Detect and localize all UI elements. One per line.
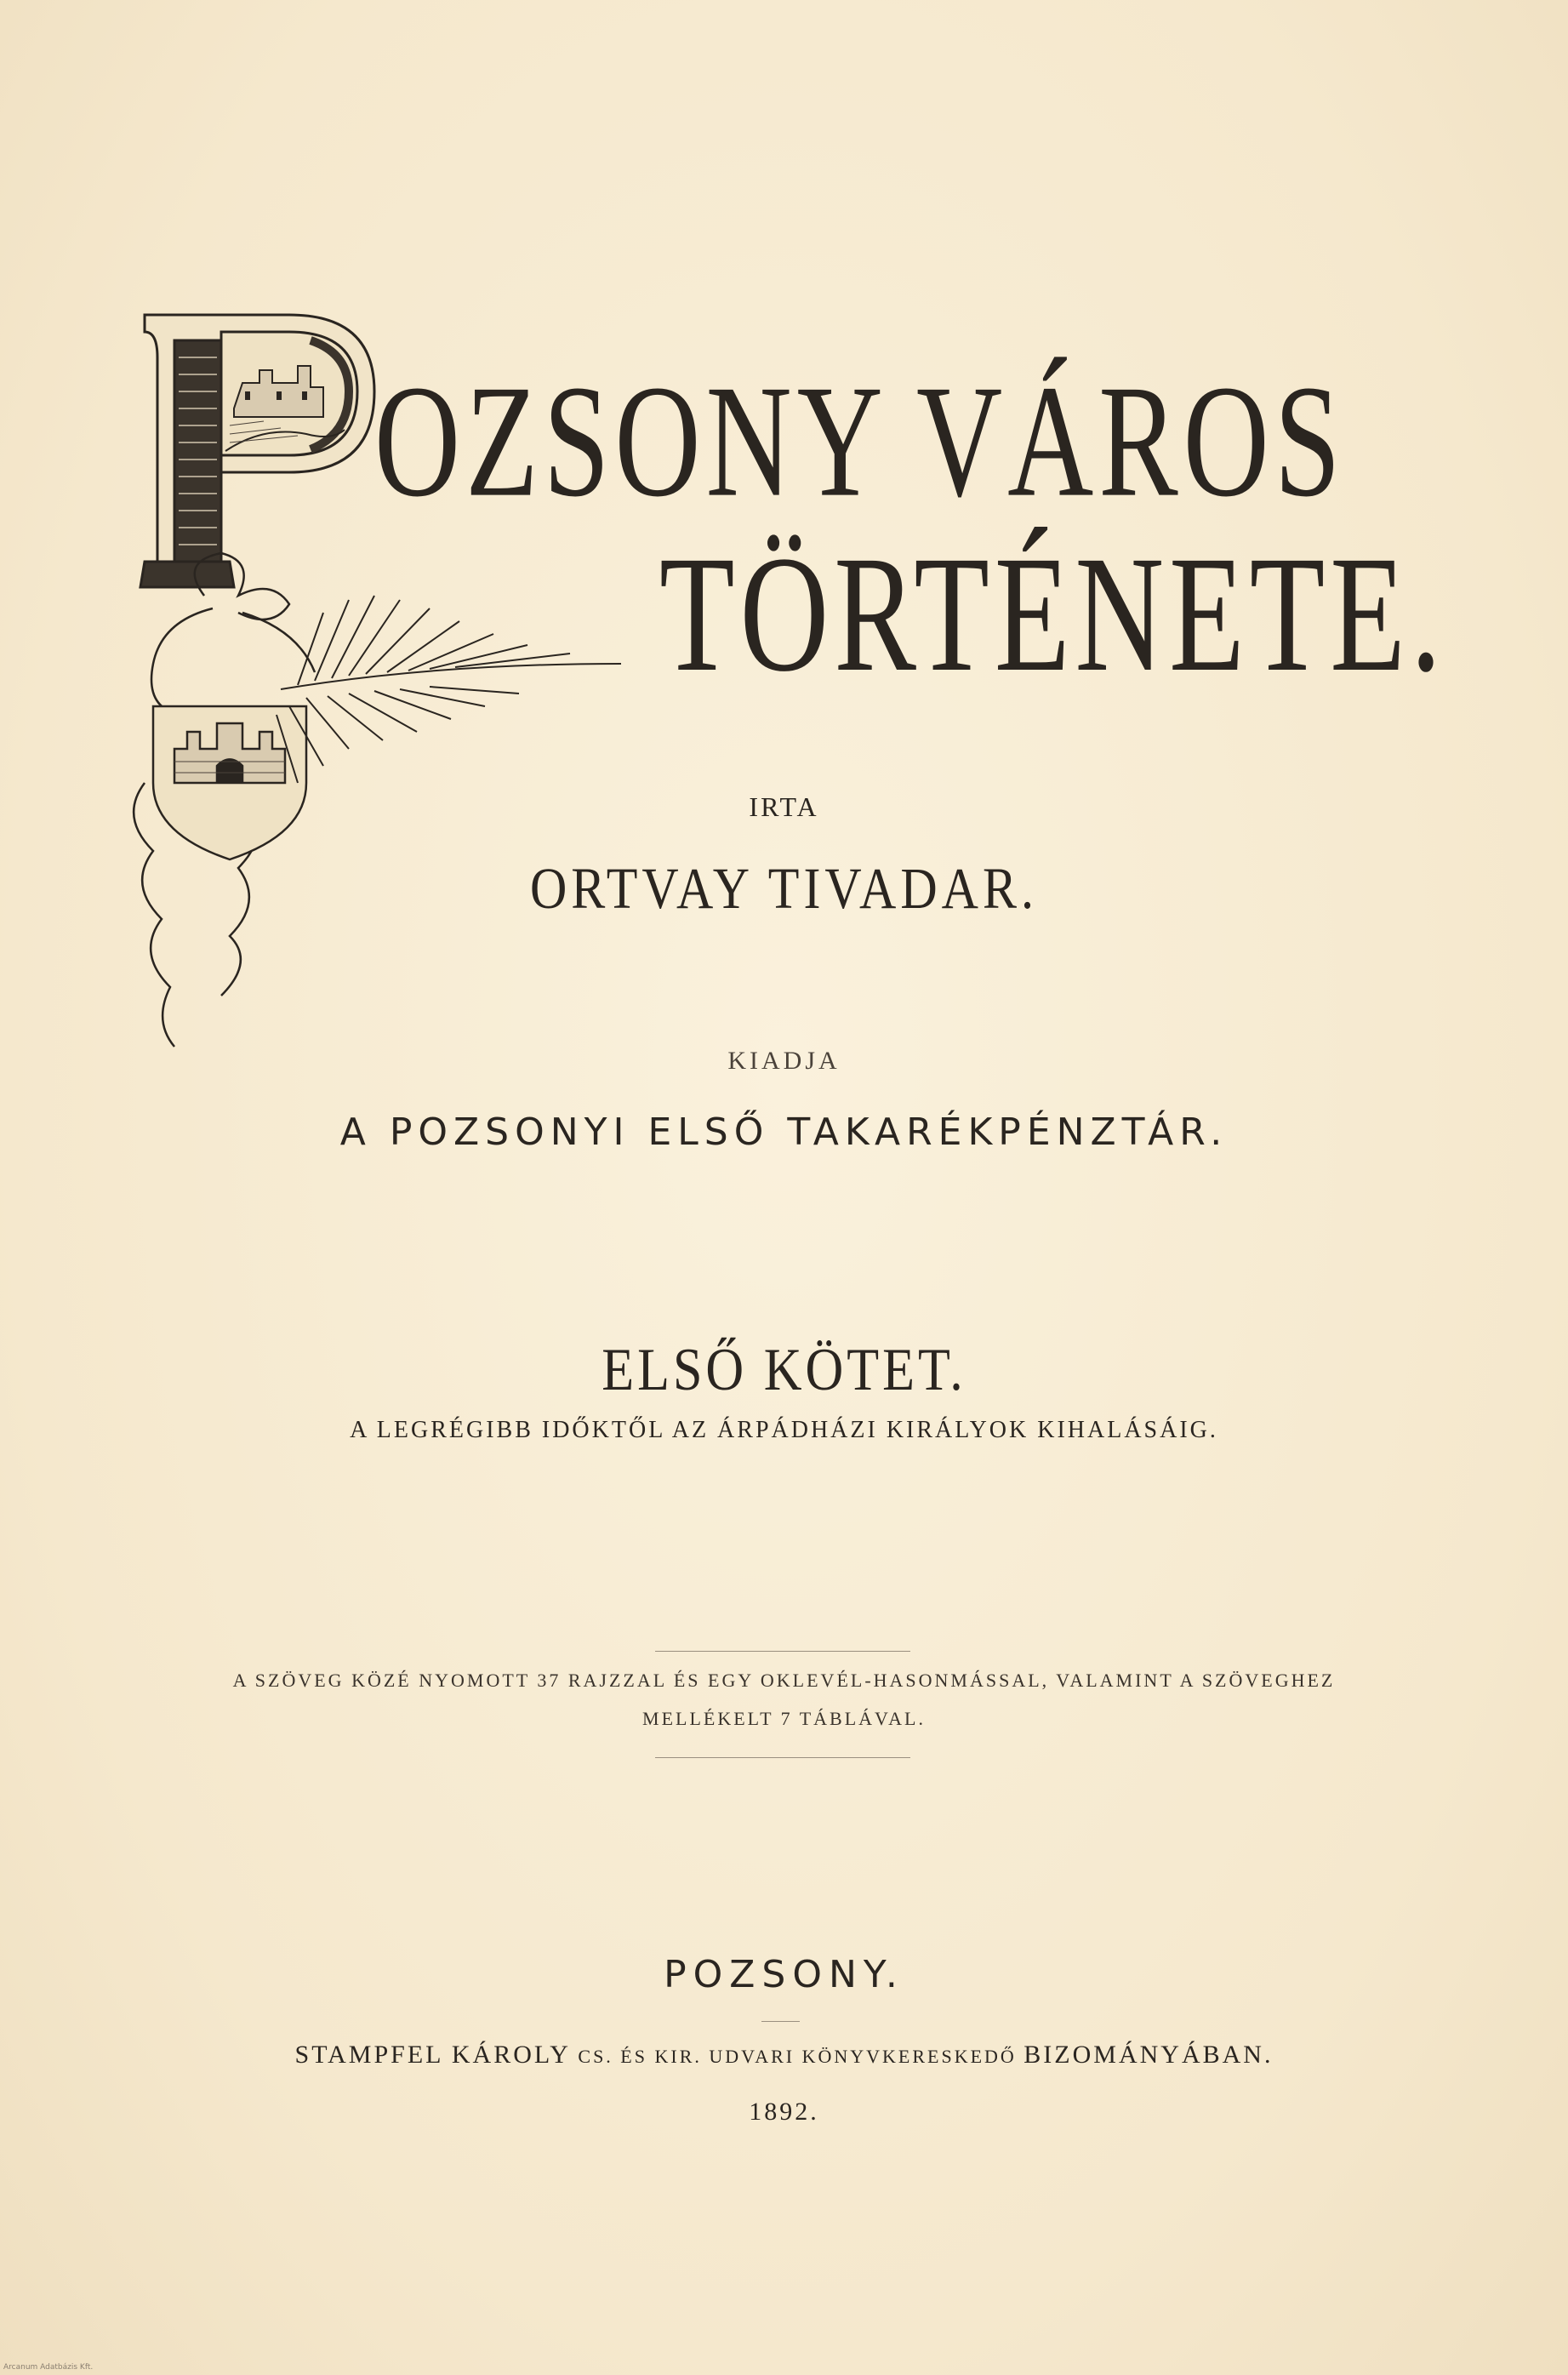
book-title-line-1: OZSONY VÁROS [374, 352, 1346, 531]
printer-name: STAMPFEL KÁROLY [294, 2041, 571, 2069]
imprint-printer [0, 2041, 1568, 2070]
publisher-name: A POZSONYI ELSŐ TAKARÉKPÉNZTÁR. [339, 1110, 1229, 1154]
kiadja-label: KIADJA [727, 1047, 841, 1075]
author-name: ORTVAY TIVADAR. [529, 855, 1039, 921]
printer-commission: BIZOMÁNYÁBAN. [1023, 2041, 1274, 2069]
volume-subtitle: A LEGRÉGIBB IDŐKTŐL AZ ÁRPÁDHÁZI KIRÁLYOK KIHALÁSÁIG. [350, 1417, 1218, 1443]
imprint-city: POZSONY. [664, 1953, 904, 1996]
irta-label: IRTA [749, 791, 819, 822]
book-title-line-2: TÖRTÉNETE. [659, 522, 1447, 707]
illustration-note-line-1: A SZÖVEG KÖZÉ NYOMOTT 37 RAJZZAL ÉS EGY OKLEVÉL-HASONMÁSSAL, VALAMINT A SZÖVEGHEZ [232, 1670, 1336, 1691]
illustration-note-line-2: MELLÉKELT 7 TÁBLÁVAL. [642, 1708, 926, 1729]
rule-imprint [761, 2021, 800, 2022]
rule-top [655, 1651, 910, 1652]
rule-bottom [655, 1757, 910, 1758]
volume-title: ELSŐ KÖTET. [602, 1336, 966, 1404]
corner-watermark: Arcanum Adatbázis Kft. [3, 2363, 94, 2372]
printer-role: CS. ÉS KIR. UDVARI KÖNYVKERESKEDŐ [570, 2046, 1024, 2067]
imprint-year: 1892. [749, 2098, 819, 2126]
